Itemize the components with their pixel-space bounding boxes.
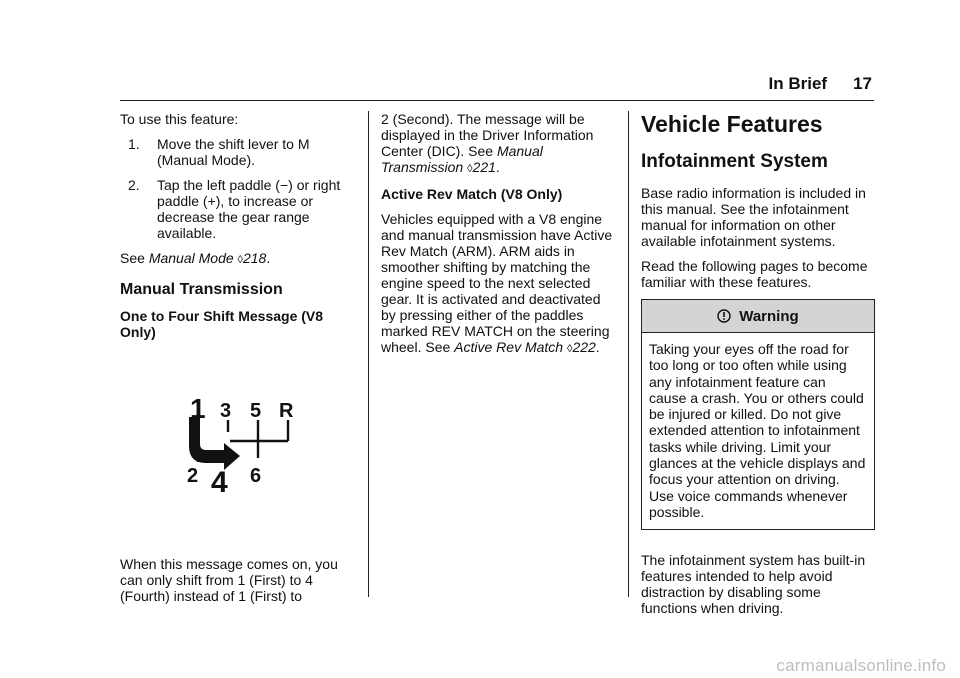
active-rev-match-link[interactable]: Active Rev Match — [454, 339, 564, 355]
page-ref-number: 222 — [572, 339, 596, 355]
manual-transmission-link[interactable]: Manual Transmission — [381, 143, 543, 175]
page-ref-icon: ◊ — [467, 163, 473, 175]
warning-header — [642, 300, 874, 333]
manual-transmission-heading: Manual Transmission — [120, 281, 283, 298]
page-ref-number: 221 — [472, 159, 496, 175]
steps-list — [120, 136, 355, 241]
header-rule — [120, 100, 874, 101]
active-rev-match-text: Vehicles equipped with a V8 engine and manual transmission have Active Rev Match (ARM). ARM aids in smoother shifting by matching the engine speed to the next selected gear. It is activated and deactivated by pressing either of the paddles marked REV MATCH on the steering wheel. See Active Rev Match ◊222. — [381, 211, 613, 355]
column-1 — [120, 111, 355, 613]
warning-icon — [717, 308, 735, 324]
warning-body: Taking your eyes off the road for too long or too often while using any infotainment feature can cause a crash. You or others could be injured or killed. Do not give extended attention to infotainment tasks while driving. Limit your glances at the vehicle displays and focus your attention on driving. Use voice commands whenever possible. — [649, 341, 866, 520]
gear-1: 1 — [190, 398, 206, 424]
column-divider-2 — [628, 111, 629, 597]
section-title: In Brief — [768, 74, 828, 93]
warning-title: Warning — [739, 308, 799, 325]
intro-text: To use this feature: — [120, 111, 239, 127]
gear-r: R — [279, 400, 294, 422]
column-divider-1 — [368, 111, 369, 597]
shift-pattern-icon — [184, 398, 304, 498]
infotainment-heading: Infotainment System — [641, 151, 828, 172]
infotainment-para-1: Base radio information is included in this manual. See the infotainment manual for information on other available infotainment systems. — [641, 185, 866, 249]
page-number: 17 — [853, 74, 872, 93]
vehicle-features-title: Vehicle Features — [641, 111, 823, 137]
active-rev-match-heading: Active Rev Match (V8 Only) — [381, 186, 563, 202]
infotainment-para-2: Read the following pages to become familiar with these features. — [641, 258, 868, 290]
page-ref-number: 218 — [242, 250, 267, 266]
manual-mode-link[interactable]: Manual Mode — [148, 250, 234, 266]
watermark: carmanualsonline.info — [776, 656, 946, 675]
warning-box — [641, 299, 875, 530]
gear-4: 4 — [211, 466, 228, 498]
infotainment-para-3: The infotainment system has built-in features intended to help avoid distraction by disabling some functions when driving. — [641, 552, 866, 617]
page-ref-icon: ◊ — [237, 254, 243, 266]
gear-2: 2 — [187, 465, 199, 487]
after-figure-text: When this message comes on, you can only shift from 1 (First) to 4 (Fourth) instead of 1 (First) to — [120, 556, 338, 604]
shift-message-subheading: One to Four Shift Message (V8 Only) — [120, 308, 324, 340]
continued-text: 2 (Second). The message will be displayed in the Driver Information Center (DIC). See Manual Transmission ◊221. — [381, 111, 594, 175]
shift-arrow — [189, 417, 240, 470]
see-reference: See Manual Mode ◊218. — [120, 250, 271, 266]
gear-6: 6 — [250, 465, 262, 487]
page-ref-icon: ◊ — [567, 343, 573, 355]
gear-5: 5 — [250, 400, 262, 422]
list-item: 1. Move the shift lever to M (Manual Mode). — [128, 136, 310, 168]
column-2 — [381, 111, 616, 366]
gear-3: 3 — [220, 400, 232, 422]
list-item: 2. Tap the left paddle (−) or right paddle (+), to increase or decrease the gear range available. — [128, 177, 341, 241]
page-header — [769, 74, 872, 94]
column-3 — [641, 111, 875, 625]
